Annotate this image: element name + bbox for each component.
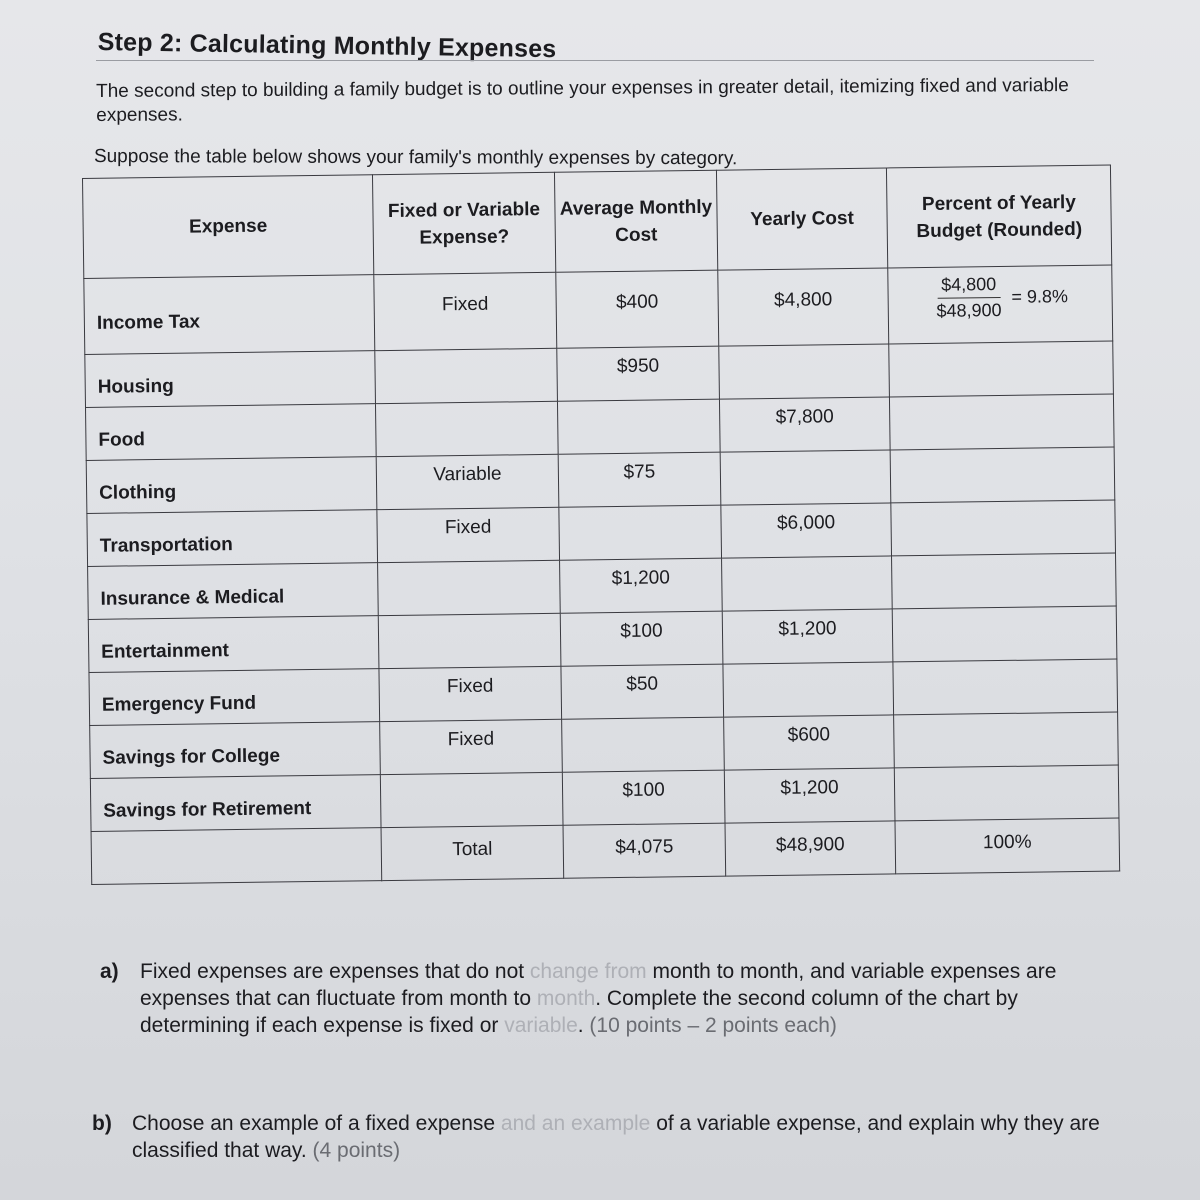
yearly-cost-cell: $4,800 bbox=[718, 268, 889, 346]
total-percent: 100% bbox=[895, 818, 1120, 874]
expense-name-cell: Savings for Retirement bbox=[90, 775, 381, 832]
fraction-denominator: $48,900 bbox=[936, 299, 1002, 321]
yearly-cost-cell: $7,800 bbox=[719, 397, 890, 452]
monthly-cost-cell: $75 bbox=[558, 452, 721, 507]
expense-type-cell[interactable] bbox=[375, 348, 558, 403]
question-b-text-part: of a variable expense, and explain why they are classified that way. bbox=[132, 1112, 1100, 1162]
expense-type-cell[interactable] bbox=[378, 613, 561, 668]
yearly-cost-cell[interactable] bbox=[719, 344, 890, 399]
monthly-cost-cell[interactable] bbox=[559, 505, 722, 560]
title-divider bbox=[96, 60, 1094, 61]
expense-name-cell: Insurance & Medical bbox=[88, 563, 379, 620]
question-a-label: a) bbox=[100, 960, 119, 983]
question-a-points: (10 points – 2 points each) bbox=[589, 1014, 837, 1037]
monthly-cost-cell: $950 bbox=[557, 346, 720, 401]
expense-name-cell: Housing bbox=[85, 351, 376, 408]
fraction-result: = 9.8% bbox=[1011, 286, 1069, 307]
intro-paragraph: The second step to building a family budget is to outline your expenses in greater detail, itemizing fixed and variable expenses. bbox=[96, 75, 1069, 126]
question-b-text bbox=[132, 1110, 1132, 1164]
total-yearly: $48,900 bbox=[725, 821, 896, 876]
question-a-text-part: Fixed expenses are expenses that do not bbox=[140, 960, 530, 983]
question-b-label: b) bbox=[92, 1112, 112, 1135]
yearly-cost-cell[interactable] bbox=[723, 662, 894, 717]
total-monthly: $4,075 bbox=[563, 823, 726, 878]
expense-name-cell: Clothing bbox=[86, 457, 377, 514]
expense-name-cell: Transportation bbox=[87, 510, 378, 567]
expense-table-wrapper bbox=[82, 165, 1119, 885]
question-a-text bbox=[140, 958, 1110, 1039]
percent-cell[interactable] bbox=[891, 500, 1116, 556]
expense-type-cell[interactable] bbox=[378, 560, 561, 615]
total-label: Total bbox=[381, 825, 564, 880]
expense-name-cell: Savings for College bbox=[90, 722, 381, 779]
percent-cell[interactable] bbox=[889, 394, 1114, 450]
monthly-cost-cell: $1,200 bbox=[560, 558, 723, 613]
header-average-monthly-cost: Average Monthly Cost bbox=[554, 170, 717, 272]
yearly-cost-cell: $6,000 bbox=[721, 503, 892, 558]
monthly-cost-cell[interactable] bbox=[557, 399, 720, 454]
question-a-text-part: . bbox=[577, 1014, 590, 1037]
total-empty-cell bbox=[91, 828, 382, 885]
header-expense: Expense bbox=[83, 175, 374, 279]
expense-name-cell: Entertainment bbox=[88, 616, 379, 673]
expense-type-cell[interactable] bbox=[380, 772, 563, 827]
page-title: Step 2: Calculating Monthly Expenses bbox=[97, 28, 557, 64]
monthly-cost-cell: $400 bbox=[556, 270, 719, 348]
percent-cell[interactable] bbox=[889, 341, 1114, 397]
fraction-numerator: $4,800 bbox=[937, 274, 1000, 299]
percent-cell[interactable] bbox=[892, 553, 1117, 609]
percent-cell bbox=[888, 265, 1113, 344]
expense-table bbox=[82, 165, 1120, 885]
monthly-cost-cell[interactable] bbox=[562, 717, 725, 772]
question-a-text-part: . Complete the second column of the chart by determining if each expense is fixed or bbox=[140, 987, 1018, 1037]
percent-cell[interactable] bbox=[893, 659, 1118, 715]
monthly-cost-cell: $100 bbox=[562, 770, 725, 825]
header-yearly-cost: Yearly Cost bbox=[716, 168, 887, 270]
expense-type-cell: Fixed bbox=[379, 666, 562, 721]
yearly-cost-cell[interactable] bbox=[722, 556, 893, 611]
expense-type-cell: Fixed bbox=[374, 272, 557, 350]
expense-name-cell: Emergency Fund bbox=[89, 669, 380, 726]
expense-type-cell: Fixed bbox=[380, 719, 563, 774]
question-a-faded-part: variable bbox=[504, 1014, 578, 1037]
table-row bbox=[84, 265, 1113, 354]
question-a-faded-part: month bbox=[536, 987, 596, 1010]
percent-cell[interactable] bbox=[892, 606, 1117, 662]
percent-cell[interactable] bbox=[894, 765, 1119, 821]
question-a-faded-part: change from bbox=[529, 960, 647, 983]
yearly-cost-cell: $600 bbox=[724, 715, 895, 770]
expense-type-cell: Variable bbox=[376, 454, 559, 509]
header-fixed-or-variable: Fixed or Variable Expense? bbox=[372, 172, 555, 274]
table-header-row bbox=[83, 165, 1112, 278]
yearly-cost-cell: $1,200 bbox=[724, 768, 895, 823]
yearly-cost-cell[interactable] bbox=[720, 450, 891, 505]
expense-name-cell: Food bbox=[86, 404, 377, 461]
expense-name-cell: Income Tax bbox=[84, 275, 375, 355]
expense-type-cell: Fixed bbox=[377, 507, 560, 562]
table-instruction: Suppose the table below shows your family's monthly expenses by category. bbox=[93, 146, 738, 170]
question-a-text-part: month to month, and variable expenses are expenses that can fluctuate from month to bbox=[140, 960, 1057, 1010]
percent-fraction bbox=[888, 273, 1112, 323]
percent-cell[interactable] bbox=[890, 447, 1115, 503]
yearly-cost-cell: $1,200 bbox=[722, 609, 893, 664]
percent-cell[interactable] bbox=[894, 712, 1119, 768]
header-percent-of-budget: Percent of Yearly Budget (Rounded) bbox=[886, 165, 1111, 268]
monthly-cost-cell: $50 bbox=[561, 664, 724, 719]
question-b-faded-part: and an example bbox=[500, 1112, 651, 1135]
monthly-cost-cell: $100 bbox=[560, 611, 723, 666]
expense-type-cell[interactable] bbox=[375, 401, 558, 456]
question-b-points: (4 points) bbox=[312, 1139, 401, 1162]
question-b-text-part: Choose an example of a fixed expense bbox=[132, 1112, 501, 1135]
